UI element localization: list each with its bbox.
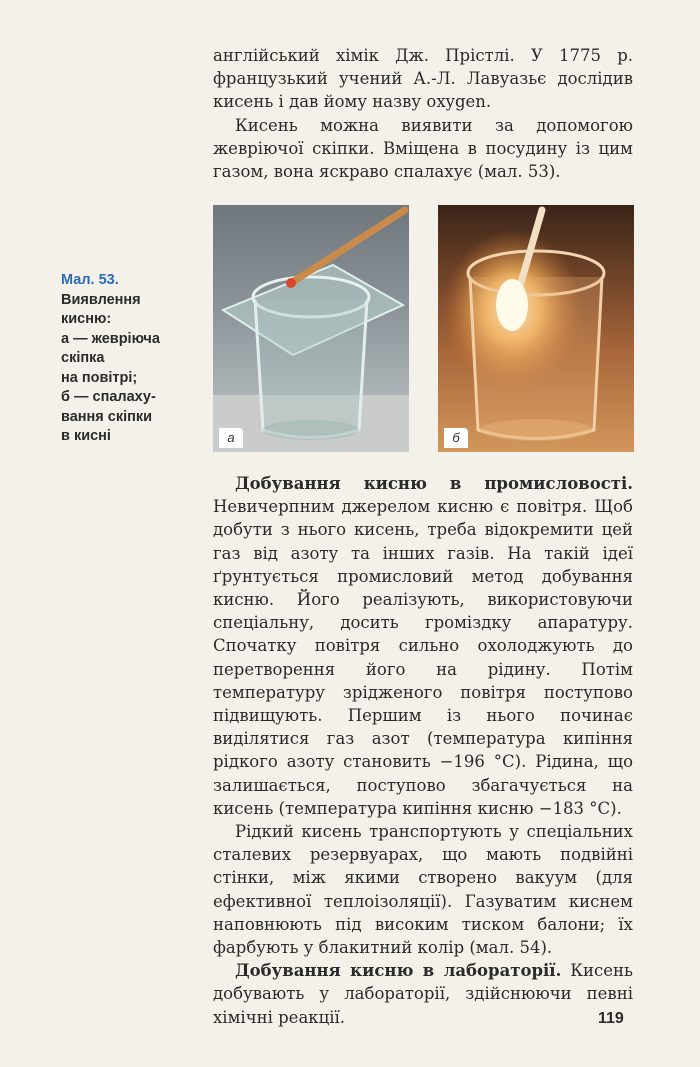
figure-caption <box>61 271 201 447</box>
caption-line: скіпка <box>61 350 105 366</box>
intro-text <box>213 44 633 183</box>
photo-glowing-splint-in-air <box>213 205 409 452</box>
intro-paragraph-2: Кисень можна виявити за допомогою жевріючої скіпки. Вміщена в посудину із цим газом, вона яскраво спалахує (мал. 53). <box>213 115 633 182</box>
caption-line: вання скіпки <box>61 408 153 425</box>
caption-line: в кисні <box>61 428 111 444</box>
page-number: 119 <box>598 1010 624 1027</box>
lab-heading: Добування кисню в лабораторії. <box>235 961 562 981</box>
intro-paragraph-1: англійський хімік Дж. Прістлі. У 1775 р. французький учений А.-Л. Лавуазьє дослідив кисень і дав йому назву oxygen. <box>213 46 633 112</box>
photo-label-b: б <box>444 428 468 448</box>
lab-paragraph-text: Кисень добувають у лабораторії, здійснюючи певні хімічні реакції. <box>213 961 633 1027</box>
industry-paragraph-1-text: Невичерпним джерелом кисню є повітря. Щоб добути з нього кисень, треба відокремити цей газ від азоту та інших газів. На такій ідеї ґрунтується промисловий метод добування кисню. Його реалізують, використовуючи спеціальну, досить громіздку апаратуру. Спочатку повітря сильно охолоджують до перетворення його на рідину. Потім температуру зрідженого повітря поступово підвищують. Першим із нього починає виділятися газ азот (температура кипіння рідкого азоту становить −196 °С). Рідина, що залишається, поступово збагачується на кисень (температура кипіння кисню −183 °С). <box>213 497 633 818</box>
figure-number: Мал. 53. <box>61 272 119 288</box>
caption-line: б — спалаху- <box>61 389 156 405</box>
lab-paragraph <box>213 959 633 1029</box>
caption-line: Виявлення <box>61 291 141 308</box>
main-text <box>213 472 633 1029</box>
jar-with-flame-illustration <box>438 205 634 452</box>
caption-line: на повітрі; <box>61 369 138 386</box>
industry-paragraph-2: Рідкий кисень транспортують у спеціальних сталевих резервуарах, що мають подвійні стінки, між якими створено вакуум (для ефективної теплоізоляції). Газуватим киснем наповнюють під високим тиском балони; їх фарбують у блакитний колір (мал. 54). <box>213 822 633 958</box>
industry-heading: Добування кисню в промисловості. <box>235 474 633 493</box>
caption-line: кисню: <box>61 311 112 327</box>
jar-with-glass-plate-illustration <box>213 205 409 452</box>
caption-line: а — жевріюча <box>61 330 160 347</box>
photo-label-a: а <box>219 428 243 448</box>
industry-paragraph-1 <box>213 472 633 820</box>
photo-splint-flaring-in-oxygen <box>438 205 634 452</box>
